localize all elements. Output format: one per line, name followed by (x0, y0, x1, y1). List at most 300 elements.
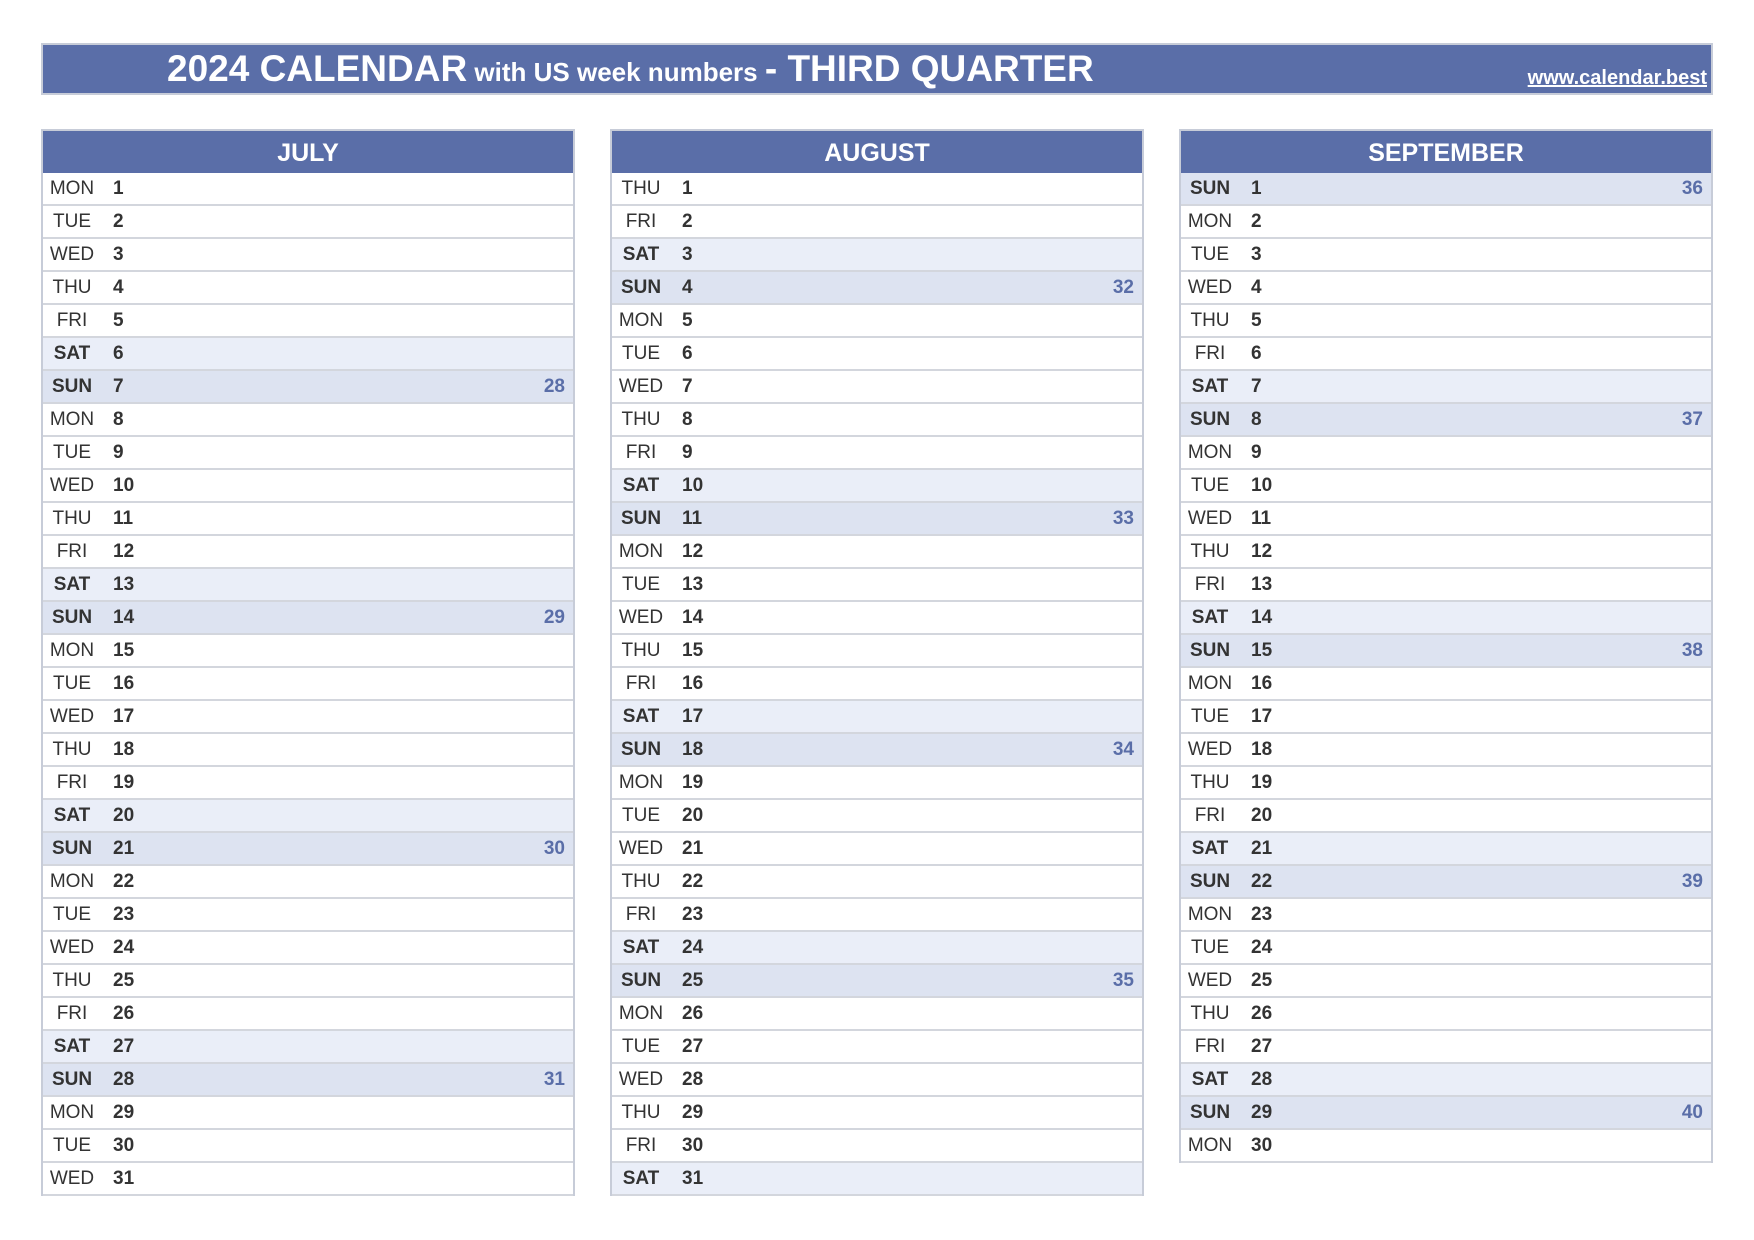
weekday-label: WED (618, 1068, 664, 1090)
weekday-label: TUE (622, 804, 660, 826)
weekday-label: SAT (622, 705, 660, 727)
day-row (612, 602, 1142, 635)
weekday-label: SUN (51, 837, 93, 859)
day-row (612, 899, 1142, 932)
weekday-label: TUE (622, 1035, 660, 1057)
weekday-label: THU (621, 177, 661, 199)
weekday-label: MON (618, 309, 664, 331)
day-number: 15 (1251, 639, 1273, 661)
day-number: 11 (682, 507, 703, 529)
weekday-label: FRI (625, 1134, 657, 1156)
day-row (612, 965, 1142, 998)
weekday-label: THU (52, 507, 92, 529)
day-row (43, 503, 573, 536)
weekday-label: THU (52, 738, 92, 760)
weekday-label: MON (49, 177, 95, 199)
day-number: 11 (1251, 507, 1272, 529)
day-number: 14 (682, 606, 704, 628)
weekday-label: THU (1190, 1002, 1230, 1024)
month-rows (610, 173, 1144, 1196)
month-august (610, 129, 1144, 1196)
weekday-label: SUN (51, 1068, 93, 1090)
weekday-label: MON (1187, 210, 1233, 232)
day-row (43, 1031, 573, 1064)
day-row (43, 767, 573, 800)
day-row (43, 1163, 573, 1196)
day-number: 1 (682, 177, 693, 199)
weekday-label: THU (52, 276, 92, 298)
day-row (43, 701, 573, 734)
day-row (43, 371, 573, 404)
week-number: 31 (543, 1068, 565, 1090)
day-number: 30 (1251, 1134, 1273, 1156)
weekday-label: WED (49, 243, 95, 265)
day-number: 6 (1251, 342, 1262, 364)
day-number: 16 (113, 672, 135, 694)
month-header: JULY (41, 129, 575, 173)
day-number: 6 (682, 342, 693, 364)
weekday-label: MON (618, 540, 664, 562)
day-row (612, 833, 1142, 866)
day-number: 6 (113, 342, 124, 364)
day-number: 1 (113, 177, 124, 199)
day-row (43, 734, 573, 767)
weekday-label: THU (1190, 540, 1230, 562)
day-row (1181, 272, 1711, 305)
weekday-label: SUN (51, 606, 93, 628)
weekday-label: MON (1187, 903, 1233, 925)
day-number: 7 (1251, 375, 1262, 397)
title-quarter: - THIRD QUARTER (764, 48, 1094, 89)
day-number: 24 (113, 936, 135, 958)
day-row (612, 536, 1142, 569)
day-row (612, 470, 1142, 503)
day-row (612, 1064, 1142, 1097)
weekday-label: WED (618, 606, 664, 628)
week-number: 32 (1112, 276, 1134, 298)
day-row (1181, 932, 1711, 965)
day-number: 26 (682, 1002, 704, 1024)
weekday-label: SAT (622, 474, 660, 496)
day-row (612, 338, 1142, 371)
week-number: 34 (1112, 738, 1134, 760)
title-main: 2024 CALENDAR (167, 48, 468, 89)
day-number: 27 (113, 1035, 135, 1057)
day-row (43, 470, 573, 503)
weekday-label: WED (1187, 276, 1233, 298)
day-row (612, 404, 1142, 437)
weekday-label: THU (621, 870, 661, 892)
day-number: 23 (682, 903, 704, 925)
day-row (1181, 569, 1711, 602)
day-number: 2 (1251, 210, 1262, 232)
weekday-label: SUN (1189, 639, 1231, 661)
week-number: 39 (1681, 870, 1703, 892)
weekday-label: FRI (1194, 804, 1226, 826)
day-row (1181, 998, 1711, 1031)
day-row (43, 1097, 573, 1130)
day-number: 3 (1251, 243, 1262, 265)
day-number: 16 (1251, 672, 1273, 694)
day-row (43, 965, 573, 998)
weekday-label: TUE (1191, 243, 1229, 265)
day-number: 29 (682, 1101, 704, 1123)
weekday-label: THU (621, 1101, 661, 1123)
weekday-label: FRI (1194, 342, 1226, 364)
day-row (1181, 668, 1711, 701)
day-row (43, 206, 573, 239)
day-row (43, 668, 573, 701)
day-row (612, 668, 1142, 701)
weekday-label: SUN (620, 507, 662, 529)
title-bar (41, 43, 1713, 95)
day-number: 9 (1251, 441, 1262, 463)
day-number: 18 (1251, 738, 1273, 760)
weekday-label: SAT (53, 342, 91, 364)
weekday-label: FRI (625, 672, 657, 694)
day-number: 25 (113, 969, 135, 991)
weekday-label: THU (1190, 309, 1230, 331)
weekday-label: FRI (56, 771, 88, 793)
day-number: 10 (113, 474, 135, 496)
day-number: 3 (113, 243, 124, 265)
day-number: 22 (113, 870, 135, 892)
day-row (612, 800, 1142, 833)
day-number: 24 (1251, 936, 1273, 958)
week-number: 36 (1681, 177, 1703, 199)
day-row (612, 437, 1142, 470)
day-number: 29 (113, 1101, 135, 1123)
day-row (43, 932, 573, 965)
day-row (612, 866, 1142, 899)
day-row (1181, 965, 1711, 998)
day-row (43, 1130, 573, 1163)
day-number: 27 (682, 1035, 704, 1057)
weekday-label: TUE (53, 210, 91, 232)
weekday-label: SUN (1189, 177, 1231, 199)
day-number: 13 (682, 573, 704, 595)
day-row (612, 239, 1142, 272)
day-number: 28 (1251, 1068, 1273, 1090)
weekday-label: FRI (625, 210, 657, 232)
day-row (1181, 404, 1711, 437)
day-row (1181, 206, 1711, 239)
weekday-label: SAT (1191, 375, 1229, 397)
weekday-label: TUE (53, 441, 91, 463)
day-number: 18 (113, 738, 135, 760)
weekday-label: THU (1190, 771, 1230, 793)
day-row (612, 206, 1142, 239)
week-number: 33 (1112, 507, 1134, 529)
weekday-label: TUE (53, 903, 91, 925)
day-number: 23 (1251, 903, 1273, 925)
day-row (612, 569, 1142, 602)
day-number: 5 (113, 309, 124, 331)
day-number: 12 (1251, 540, 1273, 562)
weekday-label: MON (618, 771, 664, 793)
day-number: 5 (1251, 309, 1262, 331)
weekday-label: FRI (625, 903, 657, 925)
day-number: 9 (113, 441, 124, 463)
day-row (612, 305, 1142, 338)
day-row (612, 1031, 1142, 1064)
day-number: 26 (1251, 1002, 1273, 1024)
weekday-label: TUE (1191, 474, 1229, 496)
weekday-label: TUE (622, 342, 660, 364)
day-number: 17 (1251, 705, 1273, 727)
day-number: 20 (1251, 804, 1273, 826)
day-number: 25 (1251, 969, 1273, 991)
day-row (612, 701, 1142, 734)
month-rows (41, 173, 575, 1196)
day-row (43, 800, 573, 833)
weekday-label: MON (49, 639, 95, 661)
day-row (43, 437, 573, 470)
weekday-label: THU (621, 639, 661, 661)
weekday-label: MON (49, 408, 95, 430)
weekday-label: MON (1187, 1134, 1233, 1156)
day-row (43, 1064, 573, 1097)
day-row (612, 932, 1142, 965)
weekday-label: SUN (620, 969, 662, 991)
day-number: 4 (1251, 276, 1262, 298)
weekday-label: WED (49, 474, 95, 496)
day-number: 12 (682, 540, 704, 562)
day-row (1181, 437, 1711, 470)
day-row (612, 1163, 1142, 1196)
day-row (612, 272, 1142, 305)
day-row (43, 305, 573, 338)
day-row (612, 998, 1142, 1031)
day-row (43, 866, 573, 899)
day-number: 22 (682, 870, 704, 892)
day-row (43, 272, 573, 305)
weekday-label: FRI (1194, 1035, 1226, 1057)
weekday-label: FRI (56, 1002, 88, 1024)
day-row (612, 767, 1142, 800)
weekday-label: SUN (1189, 1101, 1231, 1123)
month-september (1179, 129, 1713, 1163)
day-row (43, 404, 573, 437)
week-number: 28 (543, 375, 565, 397)
day-row (612, 1097, 1142, 1130)
day-number: 26 (113, 1002, 135, 1024)
day-number: 17 (682, 705, 704, 727)
day-number: 21 (113, 837, 135, 859)
month-july (41, 129, 575, 1196)
weekday-label: SAT (622, 936, 660, 958)
weekday-label: WED (49, 705, 95, 727)
day-row (1181, 173, 1711, 206)
day-row (1181, 1064, 1711, 1097)
day-number: 10 (682, 474, 704, 496)
day-number: 12 (113, 540, 135, 562)
day-row (1181, 734, 1711, 767)
week-number: 40 (1681, 1101, 1703, 1123)
day-number: 19 (682, 771, 704, 793)
day-row (1181, 239, 1711, 272)
weekday-label: SAT (53, 1035, 91, 1057)
day-number: 23 (113, 903, 135, 925)
day-row (612, 173, 1142, 206)
day-number: 2 (682, 210, 693, 232)
weekday-label: SUN (51, 375, 93, 397)
day-number: 29 (1251, 1101, 1273, 1123)
weekday-label: THU (52, 969, 92, 991)
day-row (43, 536, 573, 569)
weekday-label: SAT (53, 804, 91, 826)
day-number: 10 (1251, 474, 1273, 496)
day-number: 11 (113, 507, 134, 529)
weekday-label: TUE (1191, 705, 1229, 727)
weekday-label: SAT (1191, 1068, 1229, 1090)
weekday-label: MON (49, 870, 95, 892)
weekday-label: SUN (1189, 870, 1231, 892)
weekday-label: FRI (625, 441, 657, 463)
page-title (167, 45, 1094, 93)
day-row (1181, 701, 1711, 734)
weekday-label: SUN (1189, 408, 1231, 430)
day-row (1181, 1097, 1711, 1130)
day-number: 31 (682, 1167, 704, 1189)
weekday-label: WED (618, 375, 664, 397)
day-number: 31 (113, 1167, 135, 1189)
day-number: 3 (682, 243, 693, 265)
day-number: 13 (113, 573, 135, 595)
day-row (612, 371, 1142, 404)
weekday-label: MON (49, 1101, 95, 1123)
week-number: 29 (543, 606, 565, 628)
weekday-label: SAT (53, 573, 91, 595)
day-number: 30 (113, 1134, 135, 1156)
day-number: 20 (682, 804, 704, 826)
day-number: 17 (113, 705, 135, 727)
day-number: 13 (1251, 573, 1273, 595)
day-row (1181, 503, 1711, 536)
day-row (1181, 899, 1711, 932)
day-number: 8 (1251, 408, 1262, 430)
weekday-label: TUE (1191, 936, 1229, 958)
day-row (1181, 1031, 1711, 1064)
weekday-label: WED (1187, 969, 1233, 991)
day-row (43, 899, 573, 932)
weekday-label: SAT (622, 243, 660, 265)
weekday-label: SUN (620, 738, 662, 760)
day-number: 24 (682, 936, 704, 958)
day-number: 20 (113, 804, 135, 826)
weekday-label: MON (1187, 441, 1233, 463)
day-number: 14 (1251, 606, 1273, 628)
weekday-label: FRI (56, 540, 88, 562)
weekday-label: WED (1187, 738, 1233, 760)
day-row (1181, 470, 1711, 503)
weekday-label: WED (618, 837, 664, 859)
day-number: 2 (113, 210, 124, 232)
day-row (43, 602, 573, 635)
day-number: 19 (1251, 771, 1273, 793)
day-row (1181, 602, 1711, 635)
month-header: SEPTEMBER (1179, 129, 1713, 173)
day-row (43, 239, 573, 272)
weekday-label: SAT (1191, 837, 1229, 859)
day-row (43, 338, 573, 371)
day-number: 7 (682, 375, 693, 397)
day-row (43, 998, 573, 1031)
week-number: 30 (543, 837, 565, 859)
day-number: 19 (113, 771, 135, 793)
day-number: 30 (682, 1134, 704, 1156)
day-number: 1 (1251, 177, 1262, 199)
day-number: 4 (682, 276, 693, 298)
day-number: 7 (113, 375, 124, 397)
weekday-label: THU (621, 408, 661, 430)
day-number: 27 (1251, 1035, 1273, 1057)
day-number: 16 (682, 672, 704, 694)
weekday-label: WED (49, 1167, 95, 1189)
day-number: 14 (113, 606, 135, 628)
month-rows (1179, 173, 1713, 1163)
day-row (612, 734, 1142, 767)
week-number: 37 (1681, 408, 1703, 430)
day-number: 8 (682, 408, 693, 430)
day-number: 21 (1251, 837, 1273, 859)
day-number: 28 (113, 1068, 135, 1090)
day-row (1181, 767, 1711, 800)
day-row (43, 833, 573, 866)
day-number: 18 (682, 738, 704, 760)
day-row (43, 635, 573, 668)
day-row (1181, 635, 1711, 668)
day-row (43, 569, 573, 602)
day-row (612, 503, 1142, 536)
weekday-label: MON (1187, 672, 1233, 694)
day-row (1181, 833, 1711, 866)
day-row (1181, 536, 1711, 569)
weekday-label: SAT (622, 1167, 660, 1189)
day-number: 21 (682, 837, 704, 859)
day-row (1181, 305, 1711, 338)
day-row (1181, 800, 1711, 833)
weekday-label: FRI (56, 309, 88, 331)
day-row (612, 1130, 1142, 1163)
weekday-label: FRI (1194, 573, 1226, 595)
day-number: 25 (682, 969, 704, 991)
weekday-label: WED (1187, 507, 1233, 529)
title-sub: with US week numbers (467, 57, 765, 87)
week-number: 38 (1681, 639, 1703, 661)
weekday-label: WED (49, 936, 95, 958)
weekday-label: TUE (53, 672, 91, 694)
day-row (1181, 866, 1711, 899)
day-number: 4 (113, 276, 124, 298)
weekday-label: SAT (1191, 606, 1229, 628)
day-number: 8 (113, 408, 124, 430)
weekday-label: SUN (620, 276, 662, 298)
day-number: 15 (682, 639, 704, 661)
weekday-label: TUE (53, 1134, 91, 1156)
month-header: AUGUST (610, 129, 1144, 173)
day-number: 22 (1251, 870, 1273, 892)
day-row (1181, 1130, 1711, 1163)
site-link[interactable]: www.calendar.best (1527, 67, 1707, 89)
day-row (1181, 338, 1711, 371)
day-row (612, 635, 1142, 668)
week-number: 35 (1112, 969, 1134, 991)
day-row (43, 173, 573, 206)
day-row (1181, 371, 1711, 404)
day-number: 15 (113, 639, 135, 661)
day-number: 9 (682, 441, 693, 463)
